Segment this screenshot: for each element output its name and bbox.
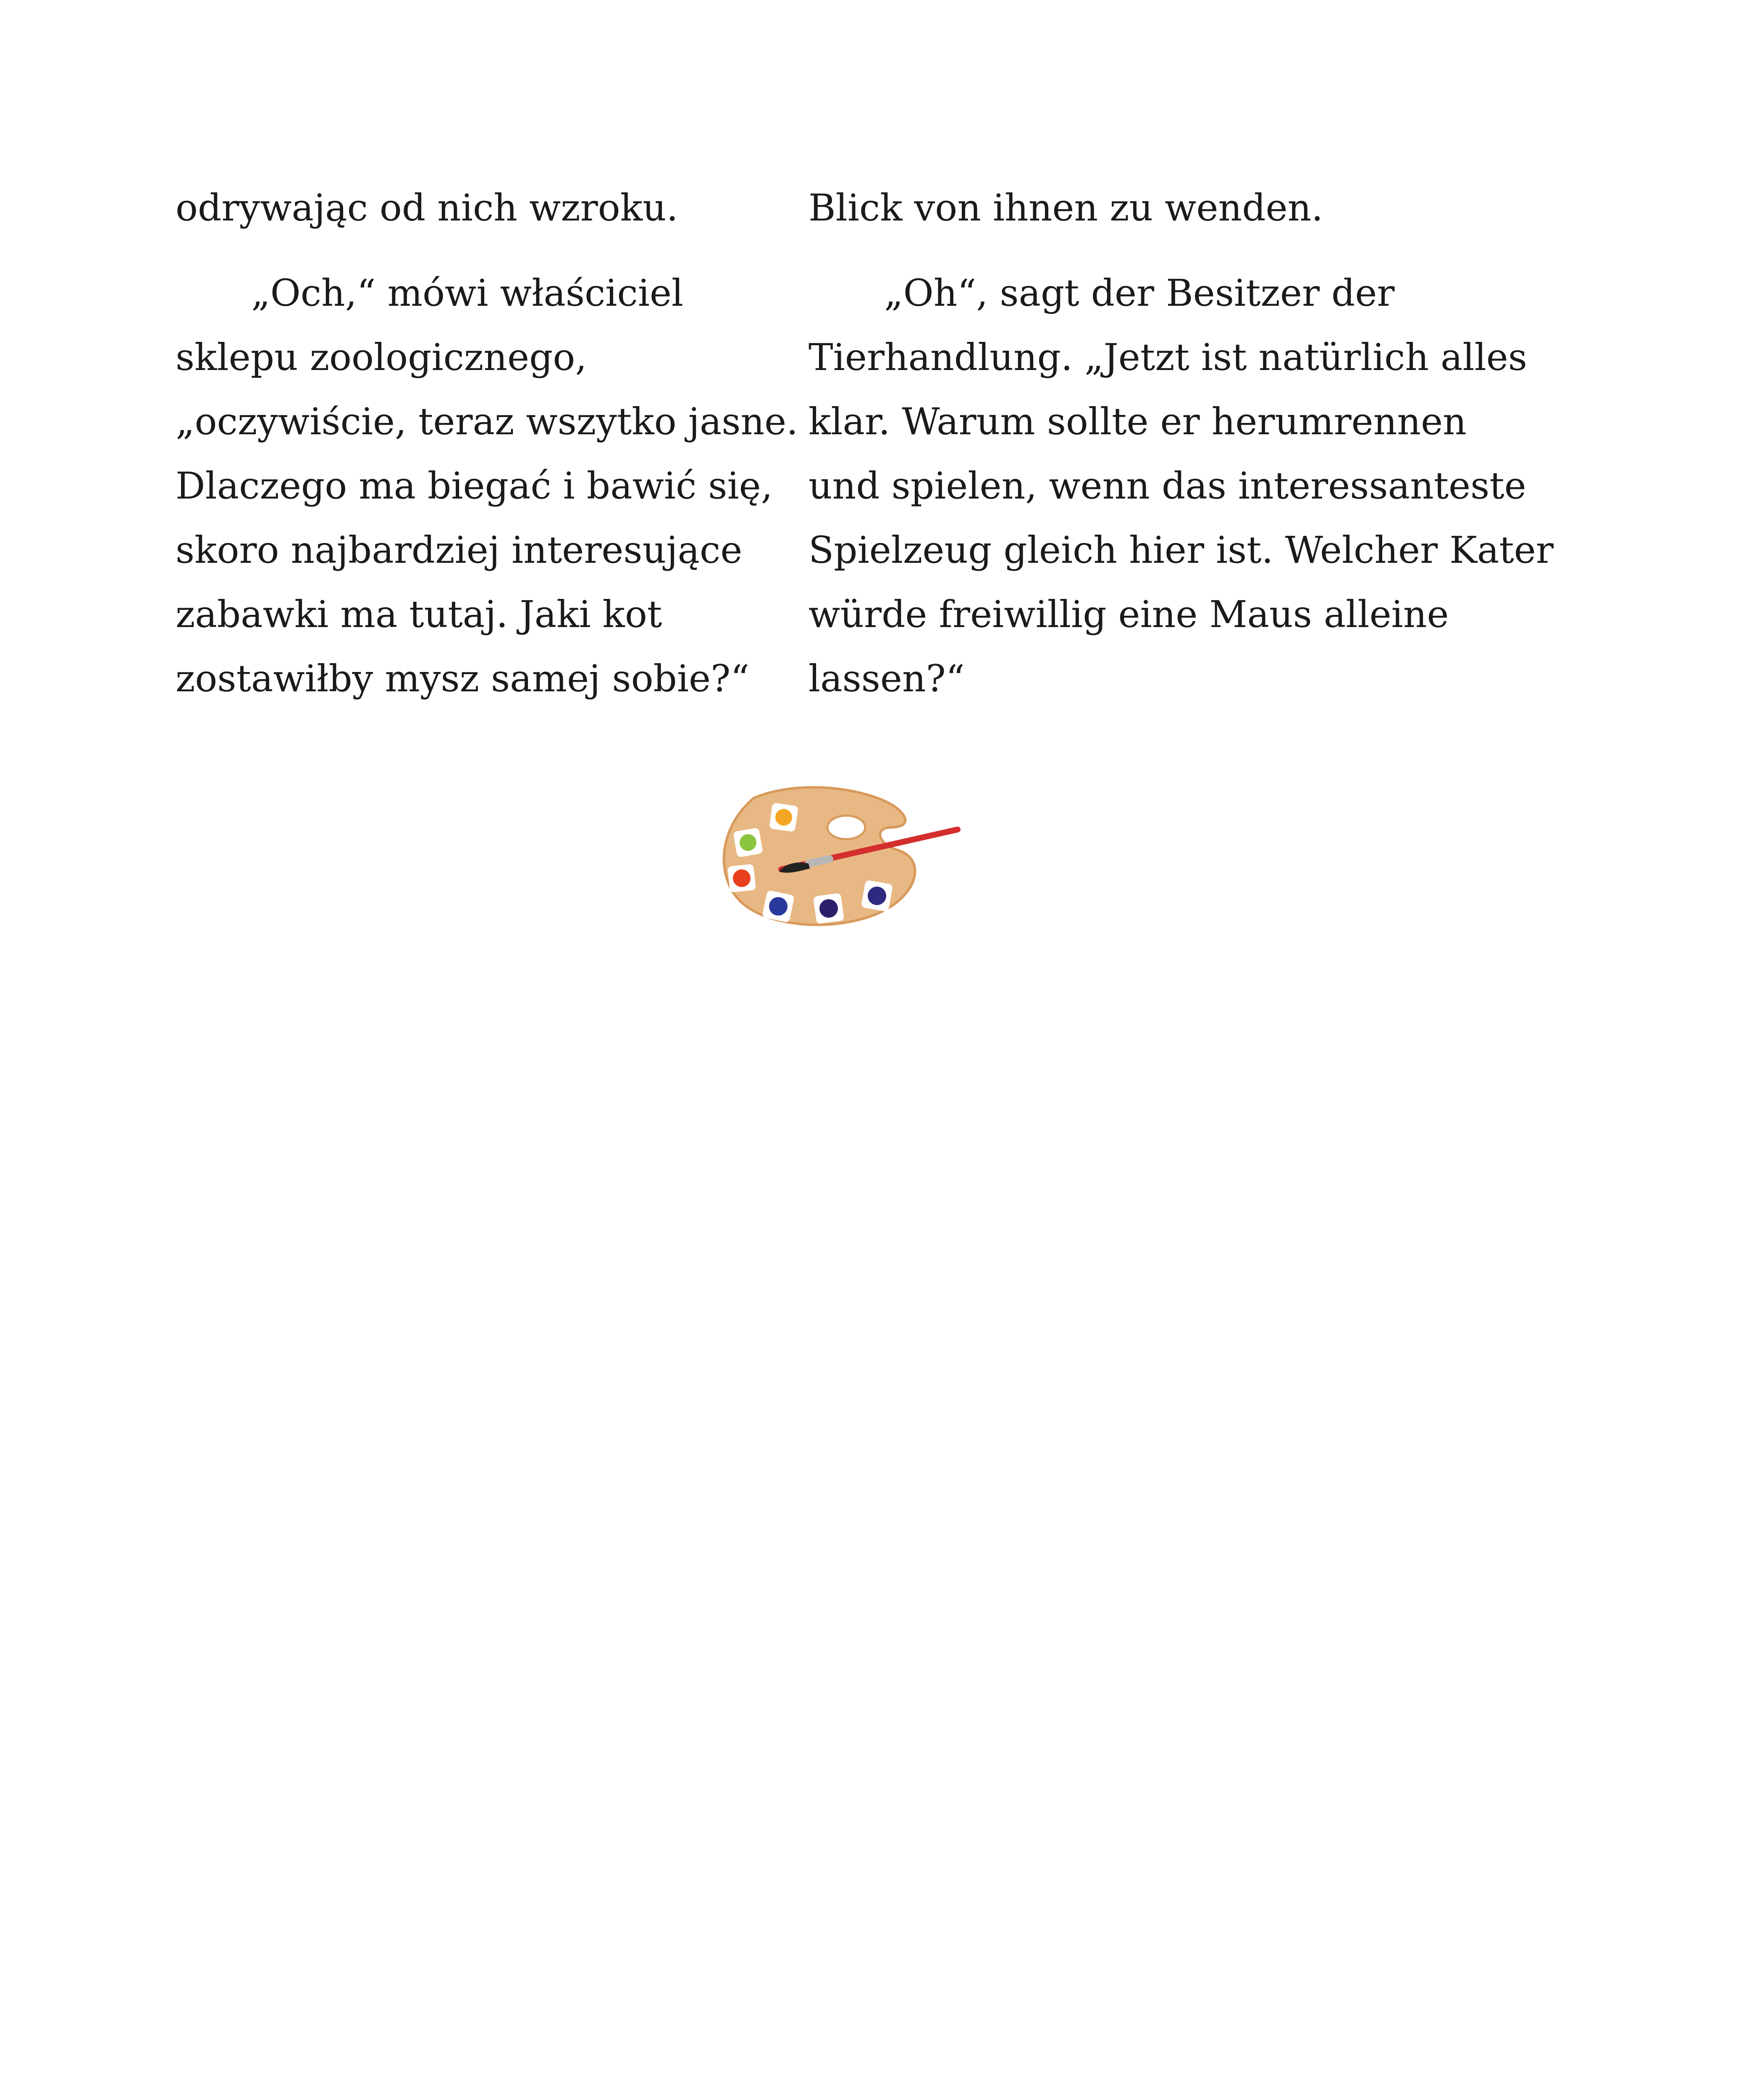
text-line: zostawiłby mysz samej sobie?“ [176,657,750,700]
text-line: würde freiwillig eine Maus alleine [808,593,1449,636]
text-line: skoro najbardziej interesujące [176,528,743,572]
text-line: klar. Warum sollte er herumrennen [808,400,1467,443]
polish-text-column [176,176,798,711]
text-line: und spielen, wenn das interessanteste [808,464,1526,507]
german-text-column [808,176,1554,711]
text-line: Blick von ihnen zu wenden. [808,186,1323,229]
paint-palette-icon [714,781,966,949]
text-line: Dlaczego ma biegać i bawić się, [176,464,773,507]
text-line: sklepu zoologicznego, [176,336,587,379]
text-line: „Och,“ mówi właściciel [251,271,684,315]
text-line: zabawki ma tutaj. Jaki kot [176,593,662,636]
text-line: „oczywiście, teraz wszytko jasne. [176,400,798,443]
text-line: „Oh“, sagt der Besitzer der [884,271,1395,315]
text-line: Tierhandlung. „Jetzt ist natürlich alles [808,336,1528,379]
text-line: lassen?“ [808,657,965,700]
text-line: odrywając od nich wzroku. [176,186,678,229]
text-line: Spielzeug gleich hier ist. Welcher Kater [808,528,1554,572]
